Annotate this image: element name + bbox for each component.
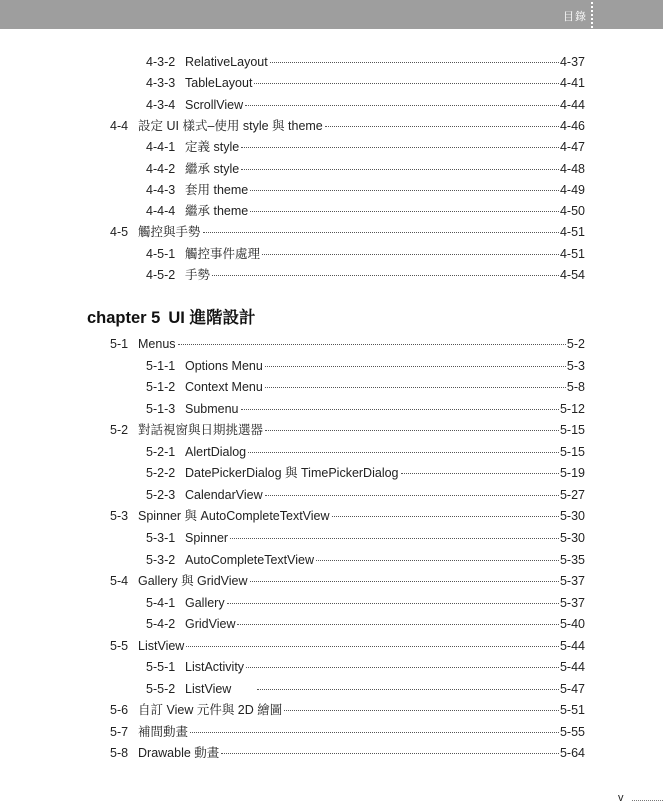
toc-entry-title: ScrollView (185, 97, 244, 112)
dot-leader (265, 386, 566, 388)
toc-entry-title: 觸控與手勢 (138, 225, 201, 240)
toc-entry-number: 4-4 (110, 118, 129, 133)
toc-entry (110, 506, 585, 526)
toc-entry-page: 5-12 (559, 401, 585, 416)
toc-entry-number: 5-4-1 (146, 595, 176, 610)
toc-entry-title: 補間動畫 (138, 724, 189, 739)
toc-entry-number: 4-4-3 (146, 182, 176, 197)
toc-entry-page: 5-37 (559, 595, 585, 610)
toc-entry-number: 5-7 (110, 724, 129, 739)
toc-entry-page: 4-41 (559, 76, 585, 91)
toc-entry-page: 5-2 (566, 337, 585, 351)
dot-leader (257, 688, 559, 690)
toc-entry-number: 5-1-2 (146, 380, 176, 395)
dot-leader (241, 168, 559, 170)
toc-entry (146, 442, 585, 462)
toc-entry (146, 159, 585, 179)
toc-entry-title: TableLayout (185, 76, 253, 91)
toc-entry-title: Options Menu (185, 358, 263, 373)
dot-leader (265, 365, 566, 367)
toc-entry (110, 420, 585, 440)
dot-leader (401, 472, 559, 474)
toc-entry (146, 356, 585, 376)
toc-entry (146, 201, 585, 221)
toc-entry-number: 4-3-3 (146, 76, 176, 91)
toc-entry-number: 4-5 (110, 225, 129, 240)
toc-entry-number: 5-2-1 (146, 444, 176, 459)
toc-entry-page: 4-44 (559, 97, 585, 112)
toc-entry (110, 700, 585, 720)
toc-entry-title: DatePickerDialog 與 TimePickerDialog (185, 466, 399, 481)
toc-entry (146, 528, 585, 548)
page-number: v (618, 792, 624, 804)
dot-leader (212, 274, 559, 276)
toc-entry-page: 5-15 (559, 444, 585, 459)
dot-leader (203, 231, 559, 233)
chapter-title: UI 進階設計 (168, 309, 256, 327)
toc-entry (146, 463, 585, 483)
toc-entry-page: 5-30 (559, 509, 585, 524)
toc-entry-page: 4-49 (559, 182, 585, 197)
toc-entry-page: 4-54 (559, 268, 585, 282)
toc-entry-number: 5-3-1 (146, 530, 176, 545)
dot-leader (245, 104, 559, 106)
toc-entry-title: Menus (138, 337, 176, 351)
dot-leader (250, 580, 559, 582)
toc-entry-title: Spinner 與 AutoCompleteTextView (138, 509, 330, 524)
dot-leader (316, 559, 559, 561)
dot-leader (230, 537, 559, 539)
toc-entry-page: 5-40 (559, 617, 585, 632)
toc-entry-number: 4-3-4 (146, 97, 176, 112)
toc-entry-page: 5-3 (566, 358, 585, 373)
dot-leader (325, 125, 559, 127)
toc-entry (110, 722, 585, 742)
dot-leader (246, 666, 559, 668)
dot-leader (241, 408, 559, 410)
toc-entry (146, 485, 585, 505)
dot-leader (227, 602, 559, 604)
toc-entry-title: AutoCompleteTextView (185, 552, 315, 567)
dot-leader (241, 146, 559, 148)
dot-leader (190, 731, 559, 733)
toc-entry-page: 4-46 (559, 118, 585, 133)
toc-entry-title: AlertDialog (185, 444, 247, 459)
toc-entry (110, 636, 585, 656)
toc-entry-page: 5-51 (559, 703, 585, 718)
toc-entry-number: 5-2-3 (146, 487, 176, 502)
toc-entry-page: 5-44 (559, 660, 585, 675)
toc-entry-title: RelativeLayout (185, 55, 268, 69)
toc-entry-title: 觸控事件處理 (185, 246, 261, 261)
dot-leader (262, 253, 559, 255)
toc-entry (146, 657, 585, 677)
toc-entry-page: 4-48 (559, 161, 585, 176)
toc-entry (146, 244, 585, 264)
toc-entry-number: 5-1 (110, 337, 129, 351)
toc-entry-number: 5-5-2 (146, 681, 176, 696)
toc-entry-title: ListActivity (185, 660, 245, 675)
toc-entry-page: 5-64 (559, 746, 585, 761)
toc-entry-number: 5-2 (110, 423, 129, 438)
toc-entry (146, 550, 585, 570)
toc-entry-title: 套用 theme (185, 182, 249, 197)
toc-entry (146, 377, 585, 397)
toc-entry-title: Gallery (185, 595, 225, 610)
toc-entry-title: 自訂 View 元件與 2D 繪圖 (138, 703, 283, 718)
toc-entry (110, 116, 585, 136)
toc-entry (146, 679, 585, 699)
toc-entry-page: 4-51 (559, 246, 585, 261)
dot-leader (265, 494, 559, 496)
toc-entry-page: 4-50 (559, 204, 585, 219)
toc-entry-number: 5-1-3 (146, 401, 176, 416)
toc-entry (146, 73, 585, 93)
dot-leader (221, 752, 559, 754)
toc-entry-page: 5-8 (566, 380, 585, 395)
toc-entry (110, 743, 585, 763)
toc-entry-page: 5-35 (559, 552, 585, 567)
footer-dotted-rule (632, 799, 663, 801)
toc-entry-number: 5-3 (110, 509, 129, 524)
toc-entry-number: 5-4 (110, 574, 129, 589)
toc-entry-title: 對話視窗與日期挑選器 (138, 423, 264, 438)
toc-entry-number: 5-4-2 (146, 617, 176, 632)
dot-leader (237, 623, 558, 625)
toc-entry-number: 4-5-1 (146, 246, 176, 261)
toc-entry-title: 設定 UI 樣式–使用 style 與 theme (138, 118, 323, 133)
dot-leader (250, 189, 559, 191)
toc-entry-page: 5-55 (559, 724, 585, 739)
toc-entry-title: 手勢 (185, 268, 211, 282)
dot-leader (250, 210, 559, 212)
toc-entry (146, 265, 585, 285)
toc-entry-title: Drawable 動畫 (138, 746, 220, 761)
toc-entry-title: 繼承 theme (185, 204, 249, 219)
toc-entry-number: 5-5 (110, 638, 129, 653)
toc-entry-number: 4-4-2 (146, 161, 176, 176)
toc-entry (146, 593, 585, 613)
toc-entry-page: 5-30 (559, 530, 585, 545)
toc-entry-title: Context Menu (185, 380, 263, 395)
dot-leader (332, 515, 559, 517)
chapter-heading (87, 304, 255, 328)
toc-entry-page: 5-27 (559, 487, 585, 502)
toc-entry-title: Spinner (185, 530, 229, 545)
toc-entry-number: 5-8 (110, 746, 129, 761)
toc-entry-number: 4-3-2 (146, 55, 176, 69)
dot-leader (284, 709, 559, 711)
toc-entry-page: 4-37 (559, 55, 585, 69)
toc-entry-page: 5-19 (559, 466, 585, 481)
toc-entry-title: CalendarView (185, 487, 263, 502)
dot-leader (265, 429, 559, 431)
toc-entry-title: 繼承 style (185, 161, 240, 176)
toc-entry-page: 5-15 (559, 423, 585, 438)
toc-entry (146, 52, 585, 72)
dot-leader (248, 451, 559, 453)
toc-entry-title: ListView (138, 638, 185, 653)
toc-entry (110, 334, 585, 354)
toc-entry-number: 5-3-2 (146, 552, 176, 567)
toc-entry-title: GridView (185, 617, 236, 632)
dot-leader (254, 82, 559, 84)
toc-entry (146, 137, 585, 157)
toc-entry-page: 5-44 (559, 638, 585, 653)
toc-entry (146, 180, 585, 200)
toc-entry-number: 4-4-1 (146, 140, 176, 155)
toc-entry (146, 614, 585, 634)
toc-entry-page: 4-51 (559, 225, 585, 240)
toc-entry-number: 4-4-4 (146, 204, 176, 219)
toc-entry (146, 399, 585, 419)
toc-entry-title: Gallery 與 GridView (138, 574, 248, 589)
toc-entry-number: 5-1-1 (146, 358, 176, 373)
dot-leader (270, 61, 559, 63)
toc-entry-page: 5-37 (559, 574, 585, 589)
toc-entry-page: 4-47 (559, 140, 585, 155)
toc-entry (110, 222, 585, 242)
toc-entry-page: 5-47 (559, 681, 585, 696)
toc-entry-number: 5-2-2 (146, 466, 176, 481)
chapter-label: chapter 5 (87, 309, 161, 327)
toc-entry-number: 4-5-2 (146, 268, 176, 282)
header-label: 目錄 (563, 10, 587, 23)
toc-entry-title: Submenu (185, 401, 239, 416)
toc-entry-title: ListView (185, 681, 232, 696)
toc-entry (110, 571, 585, 591)
toc-entry-number: 5-6 (110, 703, 129, 718)
dot-leader (186, 645, 559, 647)
toc-entry-number: 5-5-1 (146, 660, 176, 675)
toc-entry (146, 95, 585, 115)
dot-leader (178, 343, 566, 345)
toc-entry-title: 定義 style (185, 140, 240, 155)
